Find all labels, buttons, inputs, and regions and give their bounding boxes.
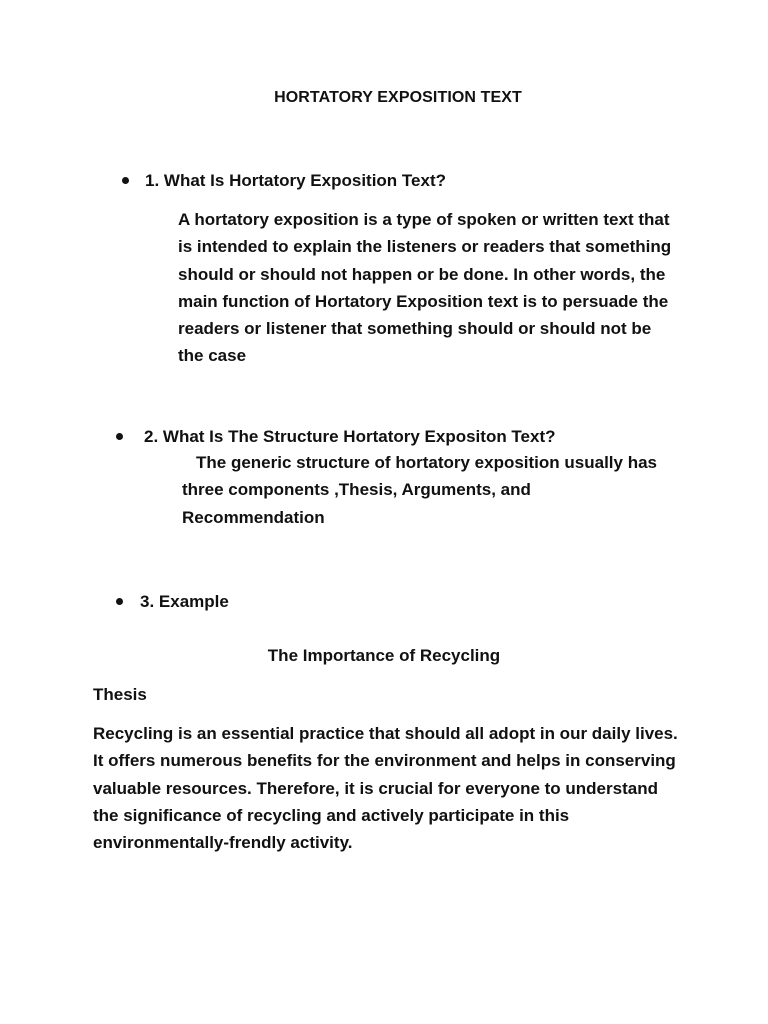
section-2-body: The generic structure of hortatory exposition usually has three components ,Thesis, Arguments, and Recommendation [182, 453, 657, 527]
bullet-icon [116, 433, 123, 440]
section-1-heading: 1. What Is Hortatory Exposition Text? [145, 171, 446, 190]
document-title: HORTATORY EXPOSITION TEXT [274, 89, 522, 106]
bullet-icon [116, 598, 123, 605]
section-2-heading: 2. What Is The Structure Hortatory Expositon Text? [144, 427, 556, 446]
thesis-heading: Thesis [93, 685, 147, 704]
section-3-heading: 3. Example [140, 592, 229, 611]
bullet-icon [122, 177, 129, 184]
thesis-body: Recycling is an essential practice that should all adopt in our daily lives. It offers numerous benefits for the environment and helps in conserving valuable resources. Therefore, it is crucial for everyone to understand the significance of recycling and actively participate in this environmentally-frendly activity. [93, 724, 678, 853]
section-1-body: A hortatory exposition is a type of spoken or written text that is intended to explain the listeners or readers that something should or should not happen or be done. In other words, the main function of Hortatory Exposition text is to persuade the readers or listener that something should or should not be the case [178, 210, 672, 366]
example-title: The Importance of Recycling [267, 646, 501, 665]
